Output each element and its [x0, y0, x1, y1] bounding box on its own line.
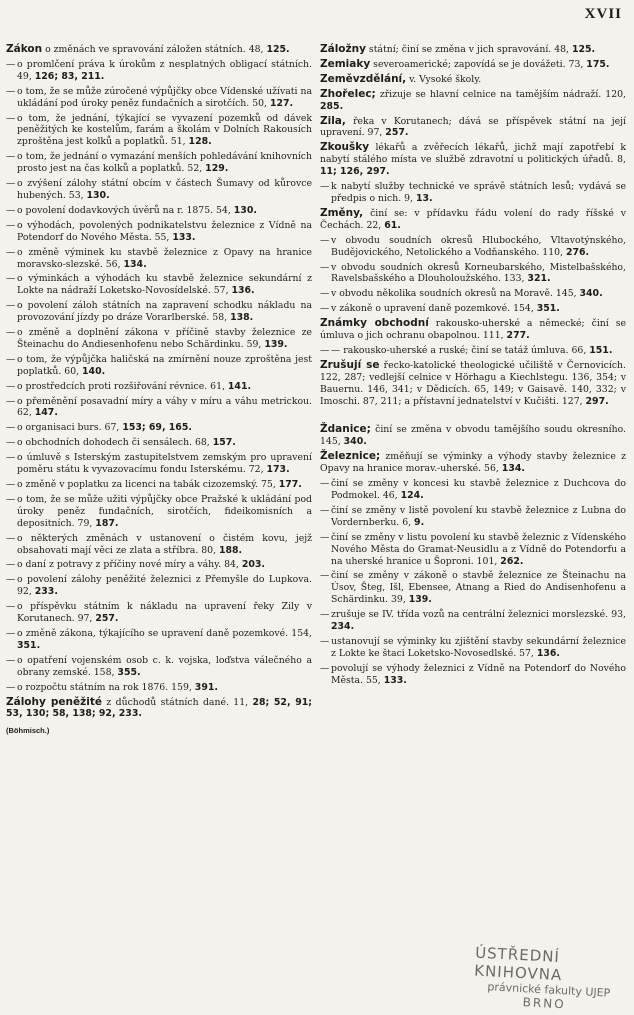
entry-pages: 125.: [266, 44, 290, 55]
entry-dash: —: [320, 344, 330, 356]
entry-pages: 173.: [266, 464, 290, 476]
entry-pages: 153; 69, 165.: [122, 422, 192, 434]
entry-text: činí se změny v zákoně o stavbě železnice ze Šteinachu na Úsov, Šteg, Išl, Ebensee, Atnang a Ried do Andisenhofenu a Schärdinku. 39,: [331, 570, 626, 606]
index-entry: [320, 208, 626, 232]
entry-text: činí se změna v obvodu tamějšího soudu okresního. 145,: [320, 424, 626, 448]
entry-text: z důchodů státních dané. 11,: [106, 696, 253, 708]
entry-text: v. Vysoké školy.: [409, 73, 482, 85]
entry-dash: —: [6, 300, 16, 312]
right-column: [320, 44, 626, 735]
index-subentry: [6, 59, 312, 83]
entry-pages: 138.: [230, 312, 254, 324]
index-subentry: [6, 300, 312, 324]
index-subentry: [6, 354, 312, 378]
stamp-line-3: BRNO: [522, 995, 566, 1012]
entry-dash: —: [320, 662, 330, 674]
entry-pages: 124.: [400, 490, 424, 501]
entry-dash: —: [6, 151, 16, 163]
entry-pages: 133.: [172, 231, 196, 243]
entry-headword: Železnice;: [320, 450, 381, 463]
index-subentry: [6, 682, 312, 694]
entry-text: činí se změny v koncesi ku stavbě železnice z Duchcova do Podmokel. 46,: [331, 478, 626, 501]
entry-pages: 276.: [565, 246, 590, 258]
entry-text: činí se změny v listu povolení ku stavbě železnic z Vídenského Nového Města do Gramat-Neusidlu a z Vídně do Potendorfu a na uherské hranice u Šoproni. 101,: [331, 531, 626, 567]
index-entry: [320, 116, 626, 140]
entry-dash: —: [6, 204, 16, 216]
entry-dash: —: [6, 395, 16, 407]
index-subentry: [6, 437, 312, 449]
entry-text: k nabytí služby technické ve správě státních lesů; vydává se předpis o nich. 9,: [331, 181, 626, 204]
entry-pages: 297.: [585, 395, 609, 407]
entry-pages: 28; 52, 91; 53, 130; 58, 138; 92, 233.: [6, 696, 312, 720]
entry-dash: —: [320, 609, 330, 621]
entry-headword: Zákon: [6, 43, 43, 55]
entry-text: o promlčení práva k úrokům z nesplatných obligací státních. 49,: [17, 58, 312, 82]
entry-pages: 355.: [117, 666, 141, 678]
entry-text: o tom, že se může zúročené výpůjčky obce Vídenské užívati na ukládání pod úroky peněz fundačních a sirotčích. 50,: [17, 85, 312, 109]
entry-pages: 128.: [188, 136, 212, 148]
index-subentry: [6, 178, 312, 202]
index-subentry: [6, 113, 312, 149]
index-entry: [320, 451, 626, 475]
entry-text: v obvodu několika soudních okresů na Moravě. 145,: [331, 288, 580, 300]
entry-pages: 127.: [269, 97, 294, 109]
entry-pages: 187.: [95, 517, 119, 529]
index-subentry: [320, 636, 626, 660]
entry-pages: 391.: [194, 681, 218, 693]
index-subentry: [6, 151, 312, 175]
entry-dash: —: [320, 478, 330, 490]
entry-pages: 151.: [589, 344, 613, 356]
entry-text: v obvodu soudních okresů Hlubockého, Vltavotýnského, Budějovického, Netolického a Vodňanského. 110,: [331, 234, 626, 258]
entry-dash: —: [320, 261, 330, 273]
index-entry: [320, 74, 626, 86]
entry-text: o tom, že jednání, týkající se vyvazení pozemků od dávek peněžitých ke kostelům, farám a školám v Dolních Rakousích zproštěna jest kolků a poplatků. 51,: [17, 112, 312, 148]
entry-dash: —: [6, 493, 16, 505]
entry-pages: 136.: [231, 285, 255, 297]
entry-pages: 141.: [227, 380, 252, 392]
entry-text: lékařů a zvěřecích lékařů, jichž mají zapotřebí k nabytí stálého místa ve službě zdravotní u politických úřadů. 8,: [320, 142, 626, 166]
index-subentry: [6, 452, 312, 476]
entry-text: o změně a doplnění zákona v příčině stavby železnice ze Šteinachu do Andiesenhofenu nebo Schärdinku. 59,: [17, 327, 312, 350]
entry-pages: 130.: [86, 189, 110, 201]
index-subentry: [6, 628, 312, 652]
stamp-line-1: ÚSTŘEDNÍ KNIHOVNA: [473, 943, 563, 985]
entry-text: o úmluvě s Isterským zastupitelstvem zemským pro upravení poměru státu k vyvazovacímu fondu Isterskému. 72,: [17, 452, 312, 476]
entry-dash: —: [320, 570, 330, 582]
entry-text: o prostředcích proti rozšiřování révnice. 61,: [17, 380, 228, 392]
entry-pages: 257.: [385, 127, 409, 139]
entry-dash: —: [6, 422, 16, 434]
entry-pages: 129.: [205, 163, 229, 175]
entry-pages: 136.: [536, 647, 560, 659]
entry-text: rakousko-uherské a německé; činí se úmluva o jich ochranu obapolnou. 111,: [320, 318, 626, 342]
entry-dash: —: [6, 380, 16, 392]
index-subentry: [320, 505, 626, 529]
index-columns: [6, 44, 626, 735]
entry-dash: —: [6, 112, 16, 124]
entry-text: řecko-katolické theologické učiliště v Černovicích. 122, 287; vedlejší celnice v Hörhagu a Kiechlstegu. 136, 354; v Bauernu. 146, 341; v Dědicích. 65, 149; v Gaisavě. 140, 332; v Imoschi. 87, 211; a přístavní jednatelství v Kučišti. 127,: [320, 359, 626, 407]
entry-text: v obvodu soudních okresů Korneubarského, Mistelbašského, Ravelsbašského a Dlouholoužského. 133,: [331, 261, 626, 285]
entry-headword: Změny,: [320, 206, 364, 219]
index-subentry: [6, 327, 312, 351]
entry-text: o organisaci burs. 67,: [17, 422, 123, 434]
entry-dash: —: [320, 635, 330, 647]
left-column: [6, 44, 312, 735]
entry-dash: —: [6, 452, 16, 464]
entry-headword: Zemiaky: [320, 57, 371, 70]
entry-dash: —: [6, 654, 16, 666]
entry-text: o změně výminek ku stavbě železnice z Opavy na hranice moravsko-slezské. 56,: [17, 246, 312, 270]
entry-text: o opatření vojenském osob c. k. vojska, loďstva válečného a obrany zemské. 158,: [17, 654, 312, 678]
entry-headword: Zila,: [320, 114, 346, 127]
index-subentry: [6, 422, 312, 434]
entry-pages: 277.: [506, 330, 530, 342]
entry-text: o obchodních dohodech či sensálech. 68,: [17, 437, 213, 449]
entry-headword: Ždanice;: [320, 423, 371, 436]
entry-pages: 140.: [82, 365, 106, 377]
entry-pages: 13.: [415, 192, 433, 204]
entry-dash: —: [6, 85, 16, 97]
entry-pages: 188.: [218, 544, 243, 556]
entry-pages: 257.: [95, 613, 119, 625]
entry-text: činí se: v přídavku řádu volení do rady říšské v Čechách. 22,: [320, 207, 626, 231]
index-entry: [6, 44, 312, 56]
index-subentry: [6, 655, 312, 679]
entry-text: o výminkách a výhodách ku stavbě železnice sekundární z Lokte na nádraží Loketsko-Novosídelské. 57,: [17, 273, 312, 297]
entry-text: o povolení záloh státních na zapravení schodku nákladu na provozování jízdy po dráze Vorarlberské. 58,: [17, 300, 312, 324]
index-subentry: [6, 205, 312, 217]
entry-headword: Zrušují se: [320, 358, 380, 371]
entry-pages: 134.: [501, 463, 525, 475]
entry-text: v zákoně o upravení daně pozemkové. 154,: [331, 303, 537, 315]
entry-pages: 9.: [414, 516, 425, 528]
index-entry: [320, 424, 626, 448]
index-subentry: [6, 396, 312, 420]
entry-dash: —: [6, 58, 16, 70]
entry-text: o tom, že výpůjčka haličská na zmírnění nouze zproštěna jest poplatků. 60,: [17, 353, 312, 377]
entry-dash: —: [6, 627, 16, 639]
entry-text: o tom, že jednání o vymazání menších pohledávání knihovních prosto jest na čas kolků a poplatků. 52,: [17, 151, 312, 175]
index-subentry: [6, 574, 312, 598]
entry-headword: Zeměvzdělání,: [320, 72, 407, 85]
entry-headword: Zkoušky: [320, 141, 370, 154]
entry-text: změňují se výminky a výhody stavby železnice z Opavy na hranice morav.-uherské. 56,: [320, 451, 626, 475]
entry-text: o povolení dodavkových úvěrů na r. 1875. 54,: [17, 204, 234, 216]
entry-pages: 351.: [536, 303, 560, 315]
entry-text: o daní z potravy z příčiny nové míry a váhy. 84,: [17, 559, 242, 571]
entry-pages: 203.: [241, 559, 265, 571]
entry-dash: —: [6, 273, 16, 285]
index-subentry: [6, 381, 312, 393]
entry-text: o rozpočtu státním na rok 1876. 159,: [17, 681, 195, 693]
index-subentry: [6, 601, 312, 625]
entry-text: severoamerické; zapovídá se je dovážeti. 73,: [373, 58, 587, 70]
entry-dash: —: [320, 504, 330, 516]
entry-pages: 233.: [34, 586, 58, 598]
entry-text: ustanovují se výminky ku zjištění stavby sekundární železnice z Lokte ke štaci Loketsko-Novosedlské. 57,: [331, 635, 626, 659]
entry-dash: —: [320, 303, 330, 315]
index-entry: [320, 318, 626, 342]
entry-dash: —: [6, 327, 16, 339]
entry-text: zrušuje se IV. třída vozů na centrální železnici morslezské. 93,: [331, 609, 626, 621]
entry-text: o výhodách, povolených podnikatelstvu železnice z Vídně na Potendorf do Nového Města. 55,: [17, 219, 312, 243]
entry-text: činí se změny v listě povolení ku stavbě železnice z Lubna do Vordernberku. 6,: [331, 504, 626, 528]
entry-text: zřizuje se hlavní celnice na tamějším nádraží. 120,: [379, 88, 626, 100]
entry-dash: —: [6, 559, 16, 571]
index-subentry: [6, 494, 312, 530]
entry-text: o změně zákona, týkajícího se upravení daně pozemkové. 154,: [17, 627, 312, 639]
entry-pages: 134.: [123, 258, 147, 270]
library-stamp: [473, 944, 634, 1013]
index-entry: [320, 44, 626, 56]
entry-pages: 147.: [34, 407, 58, 419]
entry-pages: 175.: [586, 58, 610, 70]
entry-dash: —: [6, 437, 16, 449]
entry-pages: 61.: [384, 219, 401, 231]
index-subentry: [320, 303, 626, 315]
index-subentry: [320, 345, 626, 357]
index-subentry: [320, 663, 626, 687]
index-subentry: [6, 220, 312, 244]
entry-text: o povolení zálohy peněžité železnici z Přemyšle do Lupkova. 92,: [17, 574, 312, 598]
entry-dash: —: [6, 479, 16, 490]
entry-dash: —: [320, 181, 330, 193]
entry-dash: —: [320, 288, 330, 300]
index-subentry: [6, 479, 312, 491]
entry-pages: 340.: [579, 288, 603, 300]
entry-dash: —: [6, 219, 16, 231]
entry-pages: 11; 126, 297.: [320, 166, 390, 178]
index-subentry: [320, 288, 626, 300]
entry-dash: —: [6, 246, 16, 258]
index-entry: [320, 360, 626, 408]
index-subentry: [320, 609, 626, 633]
index-subentry: [6, 86, 312, 110]
entry-text: o tom, že se může užiti výpůjčky obce Pražské k ukládání pod úroky peněz fundačních, sirotčích, fideikomisních a depositních. 79,: [17, 493, 312, 529]
index-subentry: [320, 262, 626, 286]
entry-pages: 262.: [500, 555, 524, 567]
entry-pages: 321.: [527, 273, 551, 285]
entry-dash: —: [6, 353, 16, 365]
entry-headword: Zálohy peněžité: [6, 695, 102, 708]
entry-headword: Známky obchodní: [320, 317, 429, 330]
index-entry: [6, 697, 312, 721]
index-subentry: [320, 235, 626, 259]
entry-pages: 130.: [233, 204, 257, 216]
entry-headword: Záložny: [320, 43, 366, 55]
index-subentry: [320, 181, 626, 205]
entry-pages: 234.: [331, 621, 355, 633]
index-subentry: [320, 478, 626, 502]
entry-pages: 126; 83, 211.: [34, 70, 105, 82]
entry-text: o některých změnách v ustanovení o čistém kovu, jejž obsahovati mají věci ze zlata a stříbra. 80,: [17, 532, 312, 556]
entry-text: o přeměnění posavadní míry a váhy v míru a váhu metrickou. 62,: [17, 395, 312, 419]
entry-pages: 351.: [17, 639, 41, 651]
entry-pages: 125.: [571, 44, 596, 55]
index-subentry: [6, 247, 312, 271]
entry-text: povolují se výhody železnici z Vídně na Potendorf do Nového Města. 55,: [331, 662, 626, 686]
entry-pages: 177.: [278, 479, 302, 490]
entry-text: — rakousko-uherské a ruské; činí se tatáž úmluva. 66,: [331, 344, 590, 356]
entry-pages: 340.: [343, 436, 367, 448]
entry-pages: 133.: [383, 674, 407, 686]
entry-text: státní; činí se změna v jich spravování. 48,: [368, 44, 572, 55]
index-subentry: [6, 533, 312, 557]
entry-dash: —: [6, 178, 16, 190]
stamp-line-2: právnické fakulty UJEP: [487, 980, 611, 1000]
index-entry: [320, 89, 626, 113]
entry-pages: 139.: [408, 594, 432, 606]
entry-text: o příspěvku státním k nákladu na upravení řeky Zily v Korutanech. 97,: [17, 601, 312, 625]
index-subentry: [6, 559, 312, 571]
entry-dash: —: [320, 531, 330, 543]
entry-text: o zvýšení zálohy státní obcím v částech Šumavy od kůrovce hubených. 53,: [17, 178, 312, 201]
entry-dash: —: [6, 681, 16, 693]
entry-text: řeka v Korutanech; dává se příspěvek státní na její upravení. 97,: [320, 115, 626, 139]
index-subentry: [320, 532, 626, 568]
index-entry: [320, 59, 626, 71]
entry-pages: 157.: [212, 437, 236, 449]
entry-dash: —: [6, 574, 16, 586]
publisher-note: (Böhmisch.): [6, 726, 50, 736]
entry-headword: Zhořelec;: [320, 87, 376, 100]
index-entry: [320, 142, 626, 178]
entry-text: o změnách ve spravování záložen státních. 48,: [45, 44, 267, 55]
entry-dash: —: [6, 532, 16, 544]
index-subentry: [6, 273, 312, 297]
entry-pages: 285.: [320, 100, 344, 112]
index-subentry: [320, 570, 626, 606]
entry-dash: —: [6, 601, 16, 613]
entry-text: o změně v poplatku za licenci na tabák cizozemský. 75,: [17, 479, 279, 490]
page-number: XVII: [584, 6, 622, 22]
entry-dash: —: [320, 234, 330, 246]
entry-pages: 139.: [264, 338, 288, 350]
